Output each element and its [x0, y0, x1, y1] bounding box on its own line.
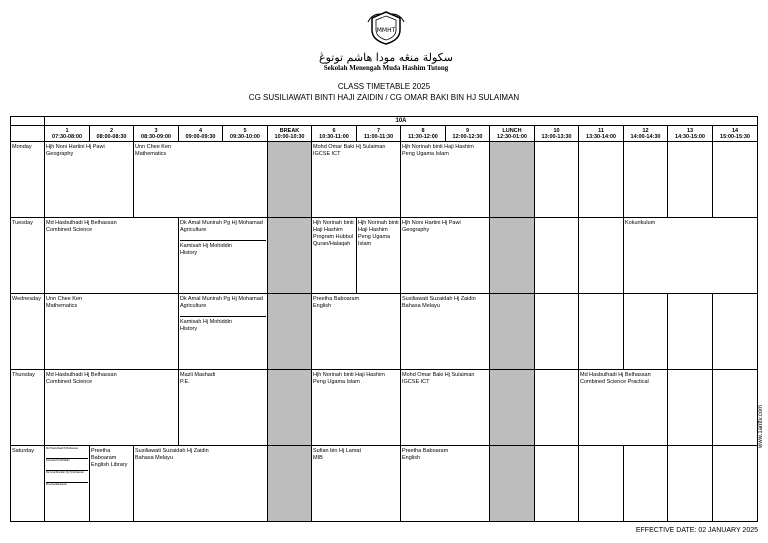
lesson-cell: Md Hasbulhadi Hj Belhassan Combined Science	[45, 218, 179, 294]
lesson-cell: Mazli Mashadi P.E.	[179, 370, 268, 446]
lesson-cell: Hjh Noni Hartini Hj Pawi Geography	[45, 142, 134, 218]
lunch-cell	[490, 142, 535, 218]
empty-cell	[668, 446, 713, 522]
watermark: www.1anttv.com	[758, 404, 764, 448]
row-wednesday	[11, 294, 758, 370]
period-header-row	[11, 126, 758, 142]
lesson-cell: Preetha Baboaram English	[401, 446, 490, 522]
lesson-cell: Unn Chee Ken Mathematics	[134, 142, 268, 218]
effective-date: EFFECTIVE DATE: 02 JANUARY 2025	[635, 527, 758, 534]
period-header: 13 14:30-15:00	[668, 126, 713, 142]
row-thursday	[11, 370, 758, 446]
lesson-cell: Hjh Norinah binti Haji Hashim Peng Ugama Islam	[312, 370, 401, 446]
corner-cell	[11, 117, 45, 126]
lesson-cell: Susiliawati Suzaidah Hj Zaidin Bahasa Melayu	[134, 446, 268, 522]
empty-cell	[713, 142, 758, 218]
class-name: 10A	[45, 117, 758, 126]
empty-cell	[535, 142, 579, 218]
lesson-cell: Mohd Omar Baki Hj Sulaiman IGCSE ICT	[312, 142, 401, 218]
lunch-cell	[490, 294, 535, 370]
day-thursday: Thursday	[11, 370, 45, 446]
school-name: Sekolah Menengah Muda Hashim Tutong	[323, 64, 449, 72]
lunch-cell	[490, 370, 535, 446]
small-note: Dk Amal Munirah Pg Hj Mohamad	[46, 471, 88, 483]
empty-cell	[535, 370, 579, 446]
day-monday: Monday	[11, 142, 45, 218]
period-header: 7 11:00-11:30	[357, 126, 401, 142]
lesson-cell: Susiliawati Suzaidah Hj Zaidin Bahasa Melayu	[401, 294, 490, 370]
lesson-cell: Hjh Norinah binti Haji Hashim Peng Ugama Islam	[401, 142, 490, 218]
empty-cell	[668, 370, 713, 446]
small-note: Md Hasbulhadi Hj Belhassan	[46, 447, 88, 459]
lesson-cell: Hjh Norinah binti Haji Hashim Program Hubbul Quran/Halaqah	[312, 218, 357, 294]
lesson-cell: Kokurikulum	[624, 218, 758, 294]
empty-cell	[668, 294, 713, 370]
small-note: Kamisah Hj Mohiddin	[46, 459, 88, 471]
lunch-cell	[490, 218, 535, 294]
empty-cell	[535, 218, 579, 294]
school-logo	[296, 10, 476, 72]
period-header: LUNCH 12:30-01:00	[490, 126, 535, 142]
empty-cell	[713, 370, 758, 446]
break-cell	[268, 446, 312, 522]
empty-cell	[535, 446, 579, 522]
day-tuesday: Tuesday	[11, 218, 45, 294]
lesson-cell: Unn Chee Ken Mathematics	[45, 294, 179, 370]
school-crest-icon	[366, 10, 406, 46]
lesson-cell: Md Hasbulhadi Hj Belhassan Combined Science	[45, 370, 179, 446]
period-header: 12 14:00-14:30	[624, 126, 668, 142]
period-header: 1 07:30-08:00	[45, 126, 90, 142]
empty-cell	[668, 142, 713, 218]
break-cell	[268, 218, 312, 294]
row-monday	[11, 142, 758, 218]
empty-cell	[579, 446, 624, 522]
class-teachers: CG SUSILIAWATI BINTI HAJI ZAIDIN / CG OMAR BAKI BIN HJ SULAIMAN	[248, 93, 520, 102]
period-header: 3 08:30-09:00	[134, 126, 179, 142]
lunch-cell	[490, 446, 535, 522]
empty-cell	[624, 294, 668, 370]
lesson-cell: Mohd Omar Baki Hj Sulaiman IGCSE ICT	[401, 370, 490, 446]
lesson-cell-multi	[45, 446, 90, 522]
row-tuesday	[11, 218, 758, 294]
lesson-cell: Hjh Norinah binti Haji Hashim Peng Ugama Islam	[357, 218, 401, 294]
timetable	[10, 116, 758, 522]
lesson-cell: Sufian bin Hj Lamat MIB	[312, 446, 401, 522]
period-header: 9 12:00-12:30	[446, 126, 490, 142]
period-header: 5 09:30-10:00	[223, 126, 268, 142]
small-note: Preetha Baboaram	[46, 483, 67, 486]
empty-cell	[579, 142, 624, 218]
empty-cell	[713, 294, 758, 370]
period-header: 4 09:00-09:30	[179, 126, 223, 142]
empty-cell	[579, 294, 624, 370]
period-header: 2 08:00-08:30	[90, 126, 134, 142]
day-saturday: Saturday	[11, 446, 45, 522]
crest-label: MMHT	[376, 27, 396, 34]
empty-cell	[579, 218, 624, 294]
empty-cell	[713, 446, 758, 522]
empty-cell	[624, 142, 668, 218]
period-header: BREAK 10:00-10:30	[268, 126, 312, 142]
period-header: 11 13:30-14:00	[579, 126, 624, 142]
empty-cell	[624, 446, 668, 522]
empty-cell	[535, 294, 579, 370]
period-header: 6 10:30-11:00	[312, 126, 357, 142]
period-header: 14 15:00-15:30	[713, 126, 758, 142]
lesson-cell: Preetha Baboaram English	[312, 294, 401, 370]
break-cell	[268, 142, 312, 218]
break-cell	[268, 370, 312, 446]
period-header: 8 11:30-12:00	[401, 126, 446, 142]
lesson-cell-split: Dk Amal Munirah Pg Hj Mohamad Agriculture Kamisah Hj Mohiddin History	[179, 218, 268, 294]
lesson-cell: Md Hasbulhadi Hj Belhassan Combined Science Practical	[579, 370, 668, 446]
break-cell	[268, 294, 312, 370]
lesson-cell: Hjh Noni Hartini Hj Pawi Geography	[401, 218, 490, 294]
period-header: 10 13:00-13:30	[535, 126, 579, 142]
lesson-cell-split: Dk Amal Munirah Pg Hj Mohamad Agriculture Kamisah Hj Mohiddin History	[179, 294, 268, 370]
timetable-title: CLASS TIMETABLE 2025	[337, 82, 431, 91]
row-saturday	[11, 446, 758, 522]
school-arabic-name: سكولة منڠه مودا هاشم توتوڠ	[319, 51, 453, 64]
header-blank	[11, 126, 45, 142]
lesson-cell: Preetha Baboaram English Library	[90, 446, 134, 522]
day-wednesday: Wednesday	[11, 294, 45, 370]
